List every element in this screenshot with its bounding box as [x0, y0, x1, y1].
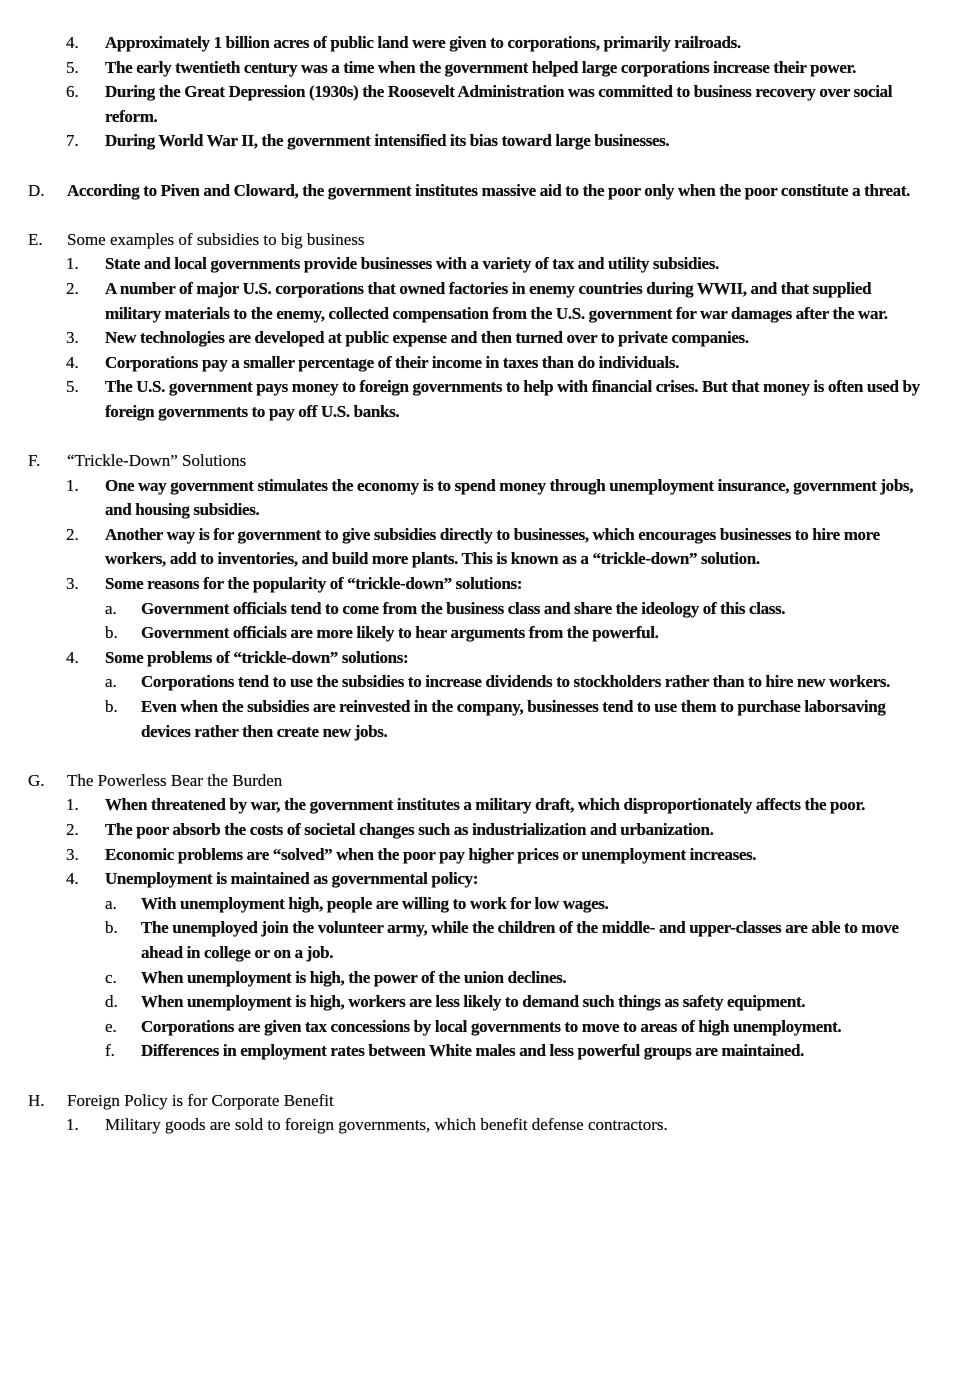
list-item: [0, 523, 970, 572]
item-text: During the Great Depression (1930s) the Roosevelt Administration was committed to business recovery over social reform.: [105, 82, 893, 126]
section-marker: F.: [28, 451, 41, 471]
item-marker: 1.: [66, 254, 79, 274]
item-marker: 7.: [66, 131, 79, 151]
section-heading: [0, 769, 970, 794]
item-marker: 2.: [66, 820, 79, 839]
item-marker: 4.: [66, 869, 79, 889]
item-marker: 1.: [66, 1115, 79, 1135]
item-marker: 3.: [66, 574, 79, 594]
list-item: [0, 474, 970, 523]
sub-list-item: [0, 966, 970, 991]
item-text: Military goods are sold to foreign governments, which benefit defense contractors.: [105, 1115, 668, 1135]
sub-item-marker: a.: [105, 598, 117, 618]
document-page: [0, 31, 970, 1138]
item-text: Unemployment is maintained as governmental policy:: [105, 869, 479, 889]
section-title: The Powerless Bear the Burden: [67, 770, 283, 790]
list-item: [0, 818, 970, 843]
item-text: Another way is for government to give subsidies directly to businesses, which encourages businesses to hire more workers, add to inventories, and build more plants. This is known as a “trickle-down” solution.: [105, 524, 880, 569]
sub-list-item: [0, 916, 970, 965]
sub-item-marker: c.: [105, 967, 117, 987]
sub-item-text: Government officials are more likely to hear arguments from the powerful.: [141, 623, 659, 643]
section-title: Some examples of subsidies to big business: [67, 229, 365, 249]
sub-item-text: When unemployment is high, workers are less likely to demand such things as safety equipment.: [141, 992, 806, 1012]
sub-list-item: [0, 621, 970, 646]
sub-item-marker: b.: [105, 697, 118, 717]
item-text: New technologies are developed at public expense and then turned over to private companies.: [105, 328, 749, 348]
sub-item-marker: f.: [105, 1041, 115, 1061]
section-heading: [0, 1089, 970, 1114]
sub-item-text: Even when the subsidies are reinvested in the company, businesses tend to use them to purchase laborsaving devices rather then create new jobs.: [141, 697, 886, 741]
section-f: [0, 449, 970, 744]
list-item: [0, 80, 970, 129]
item-marker: 6.: [66, 82, 79, 102]
sub-item-text: Differences in employment rates between White males and less powerful groups are maintained.: [141, 1041, 805, 1061]
sub-item-marker: b.: [105, 623, 118, 643]
sub-item-text: Corporations tend to use the subsidies to increase dividends to stockholders rather than to hire new workers.: [141, 672, 891, 692]
item-text: When threatened by war, the government institutes a military draft, which disproportionately affects the poor.: [105, 795, 865, 815]
list-item: [0, 277, 970, 326]
list-item: [0, 843, 970, 868]
item-text: Some problems of “trickle-down” solutions:: [105, 647, 409, 667]
item-text: One way government stimulates the economy is to spend money through unemployment insurance, government jobs, and housing subsidies.: [105, 475, 914, 520]
sub-list-item: [0, 892, 970, 917]
sub-item-marker: e.: [105, 1016, 117, 1036]
item-text: Approximately 1 billion acres of public land were given to corporations, primarily railroads.: [105, 33, 741, 52]
item-text: State and local governments provide businesses with a variety of tax and utility subsidies.: [105, 254, 719, 274]
list-item: [0, 351, 970, 376]
section-title: Foreign Policy is for Corporate Benefit: [67, 1090, 334, 1110]
sub-list-item: [0, 670, 970, 695]
section-marker: D.: [28, 180, 45, 200]
item-marker: 3.: [66, 844, 79, 864]
list-item: [0, 867, 970, 892]
section-marker: H.: [28, 1090, 45, 1110]
item-text: The early twentieth century was a time when the government helped large corporations increase their power.: [105, 57, 857, 77]
sub-list-item: [0, 695, 970, 744]
sub-list-item: [0, 990, 970, 1015]
sub-item-marker: a.: [105, 893, 117, 913]
item-text: Corporations pay a smaller percentage of their income in taxes than do individuals.: [105, 352, 679, 372]
item-text: The poor absorb the costs of societal changes such as industrialization and urbanization.: [105, 820, 714, 839]
list-item: [0, 646, 970, 671]
section-marker: G.: [28, 770, 45, 790]
item-marker: 1.: [66, 475, 79, 495]
list-item: [0, 31, 970, 56]
section-heading: [0, 179, 970, 204]
list-item: [0, 56, 970, 81]
list-item: [0, 375, 970, 424]
item-marker: 4.: [66, 647, 79, 667]
continued-list: [0, 31, 970, 154]
sub-item-text: With unemployment high, people are willing to work for low wages.: [141, 893, 609, 913]
item-marker: 2.: [66, 524, 79, 544]
sub-item-text: Corporations are given tax concessions by local governments to move to areas of high unemployment.: [141, 1016, 842, 1036]
item-text: During World War II, the government intensified its bias toward large businesses.: [105, 131, 670, 151]
list-item: [0, 129, 970, 154]
item-marker: 3.: [66, 328, 79, 348]
sub-list-item: [0, 1039, 970, 1064]
item-marker: 5.: [66, 57, 79, 77]
section-d: [0, 179, 970, 204]
sub-item-text: Government officials tend to come from the business class and share the ideology of this class.: [141, 598, 786, 618]
section-text: According to Piven and Cloward, the government institutes massive aid to the poor only when the poor constitute a threat.: [67, 180, 911, 200]
section-heading: [0, 449, 970, 474]
sub-item-marker: b.: [105, 918, 118, 938]
list-item: [0, 326, 970, 351]
sub-item-text: When unemployment is high, the power of the union declines.: [141, 967, 567, 987]
section-e: [0, 228, 970, 425]
sub-item-text: The unemployed join the volunteer army, while the children of the middle- and upper-classes are able to move ahead in college or on a job.: [141, 918, 899, 962]
sub-list-item: [0, 1015, 970, 1040]
item-text: The U.S. government pays money to foreign governments to help with financial crises. But that money is often used by foreign governments to pay off U.S. banks.: [105, 377, 920, 421]
list-item: [0, 1113, 970, 1138]
section-marker: E.: [28, 229, 43, 249]
item-marker: 4.: [66, 352, 79, 372]
section-title: “Trickle-Down” Solutions: [67, 451, 247, 471]
item-marker: 4.: [66, 33, 79, 52]
sub-item-marker: a.: [105, 672, 117, 692]
section-g: [0, 769, 970, 1064]
section-heading: [0, 228, 970, 253]
list-item: [0, 572, 970, 597]
item-marker: 1.: [66, 795, 79, 815]
item-text: A number of major U.S. corporations that owned factories in enemy countries during WWII, and that supplied military materials to the enemy, collected compensation from the U.S. government for war damages after the war.: [105, 278, 888, 323]
sub-list-item: [0, 597, 970, 622]
list-item: [0, 252, 970, 277]
item-text: Some reasons for the popularity of “trickle-down” solutions:: [105, 574, 523, 594]
item-text: Economic problems are “solved” when the poor pay higher prices or unemployment increases.: [105, 844, 757, 864]
list-item: [0, 793, 970, 818]
item-marker: 2.: [66, 278, 79, 298]
section-h: [0, 1089, 970, 1138]
sub-item-marker: d.: [105, 992, 118, 1012]
item-marker: 5.: [66, 377, 79, 397]
